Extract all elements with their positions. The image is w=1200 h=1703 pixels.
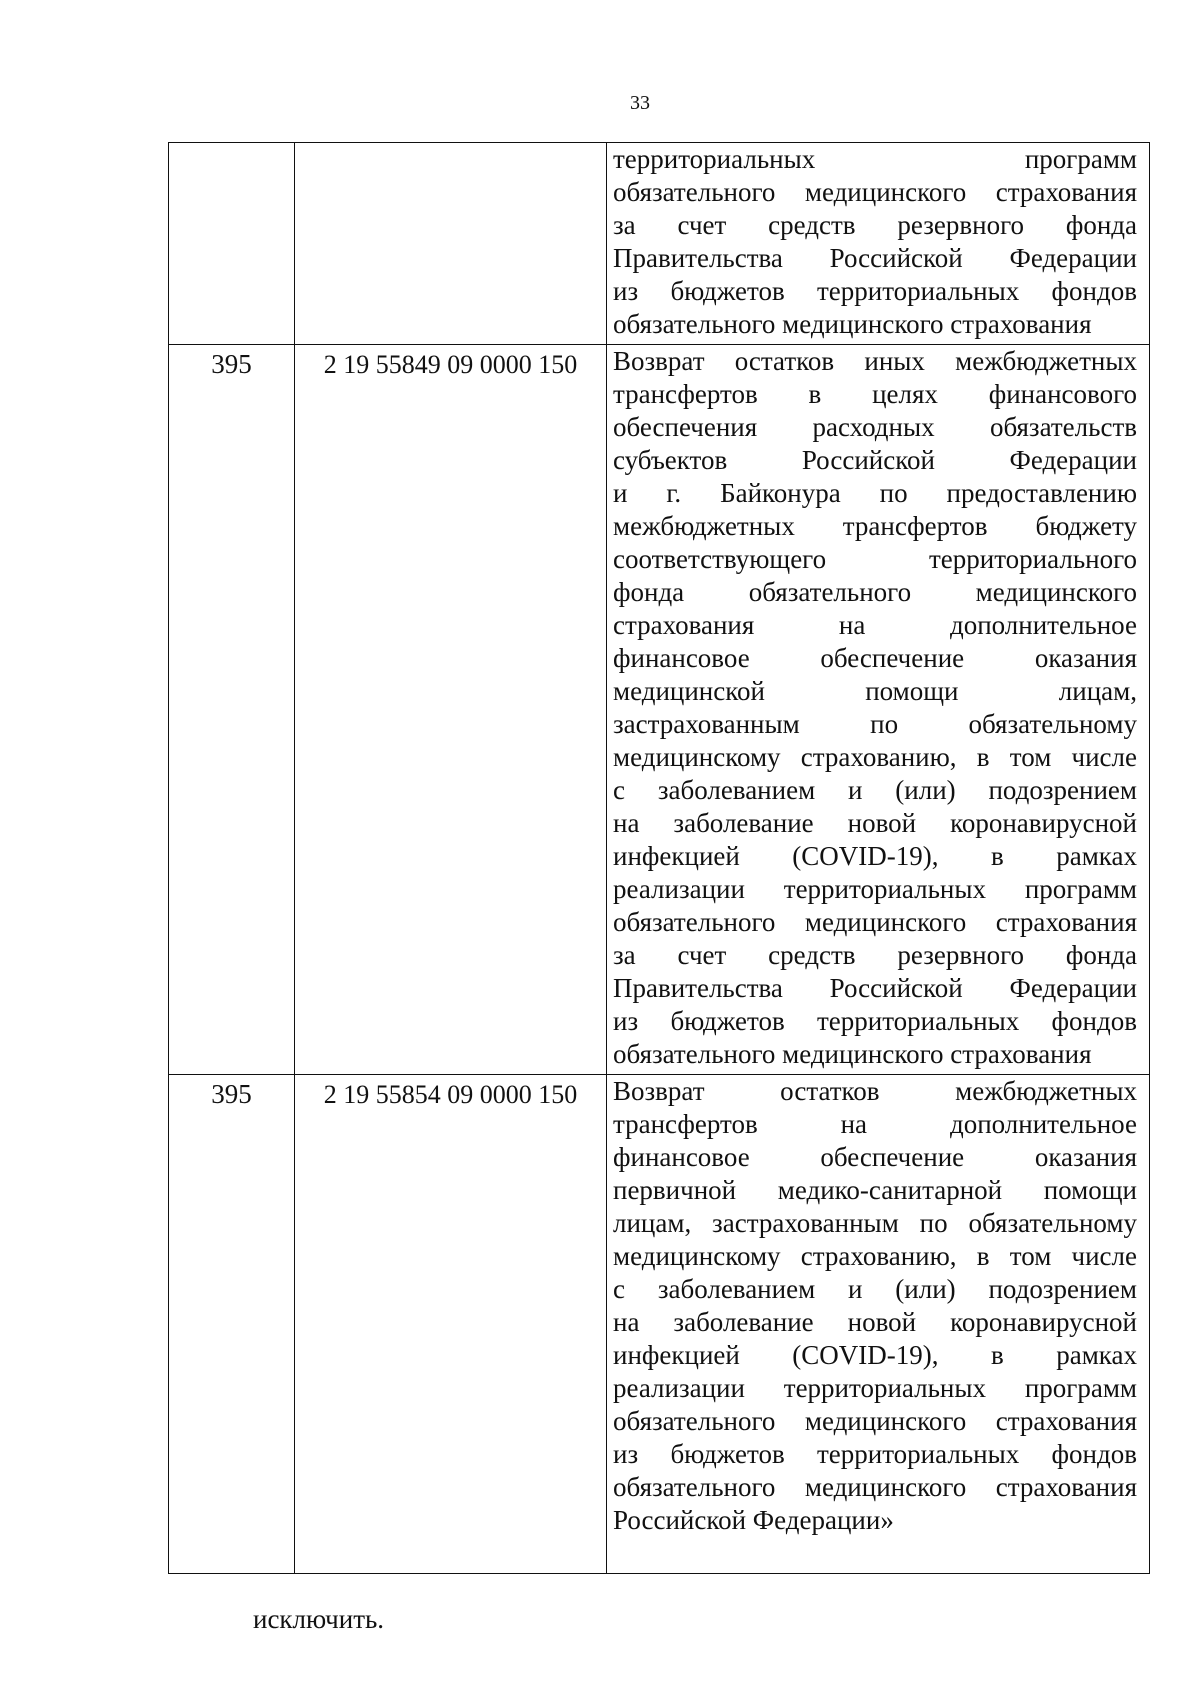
admin-code-cell [169, 143, 295, 345]
description-line: межбюджетных трансфертов бюджету [613, 511, 1137, 541]
admin-code-cell: 395 [169, 1075, 295, 1574]
description-line: трансфертов в целях финансового [613, 379, 1137, 409]
description-cell [607, 1075, 1150, 1574]
description-line: медицинскому страхованию, в том числе [613, 1241, 1137, 1271]
admin-code-cell: 395 [169, 345, 295, 1075]
description-line: Российской Федерации» [613, 1505, 894, 1535]
footer-instruction: исключить. [253, 1604, 385, 1634]
description-line: инфекцией (COVID-19), в рамках [613, 841, 1137, 871]
budget-code-cell [295, 143, 607, 345]
budget-codes-table [168, 142, 1150, 1574]
description-line: из бюджетов территориальных фондов [613, 1439, 1137, 1469]
description-line: фонда обязательного медицинского [613, 577, 1137, 607]
description-line: Возврат остатков межбюджетных [613, 1076, 1137, 1106]
description-line: финансовое обеспечение оказания [613, 643, 1137, 673]
description-line: обязательного медицинского страхования [613, 1406, 1137, 1436]
description-line: инфекцией (COVID-19), в рамках [613, 1340, 1137, 1370]
description-line: обязательного медицинского страхования [613, 309, 1092, 339]
budget-code-cell: 2 19 55854 09 0000 150 [295, 1075, 607, 1574]
description-line: реализации территориальных программ [613, 1373, 1137, 1403]
description-cell [607, 143, 1150, 345]
description-line: за счет средств резервного фонда [613, 940, 1137, 970]
description-line: Правительства Российской Федерации [613, 243, 1137, 273]
table-row [169, 345, 1150, 1075]
description-line: страхования на дополнительное [613, 610, 1137, 640]
description-line: обязательного медицинского страхования [613, 907, 1137, 937]
description-line: с заболеванием и (или) подозрением [613, 1274, 1137, 1304]
description-line: обеспечения расходных обязательств [613, 412, 1137, 442]
description-line: обязательного медицинского страхования [613, 177, 1137, 207]
description-line: реализации территориальных программ [613, 874, 1137, 904]
description-line: соответствующего территориального [613, 544, 1137, 574]
description-line: на заболевание новой коронавирусной [613, 1307, 1137, 1337]
description-line: территориальных программ [613, 144, 1137, 174]
description-line: Правительства Российской Федерации [613, 973, 1137, 1003]
description-line: трансфертов на дополнительное [613, 1109, 1137, 1139]
description-line: обязательного медицинского страхования [613, 1039, 1092, 1069]
description-line: из бюджетов территориальных фондов [613, 276, 1137, 306]
description-line: на заболевание новой коронавирусной [613, 808, 1137, 838]
table-body [169, 143, 1150, 1574]
description-line: за счет средств резервного фонда [613, 210, 1137, 240]
budget-code-cell: 2 19 55849 09 0000 150 [295, 345, 607, 1075]
table-row [169, 143, 1150, 345]
description-line: застрахованным по обязательному [613, 709, 1137, 739]
description-line: субъектов Российской Федерации [613, 445, 1137, 475]
page-number: 33 [630, 92, 650, 114]
description-line: Возврат остатков иных межбюджетных [613, 346, 1137, 376]
description-line: лицам, застрахованным по обязательному [613, 1208, 1137, 1238]
description-cell [607, 345, 1150, 1075]
description-line: из бюджетов территориальных фондов [613, 1006, 1137, 1036]
description-line: и г. Байконура по предоставлению [613, 478, 1137, 508]
description-line: первичной медико-санитарной помощи [613, 1175, 1137, 1205]
description-line: медицинской помощи лицам, [613, 676, 1137, 706]
description-line: медицинскому страхованию, в том числе [613, 742, 1137, 772]
description-line: с заболеванием и (или) подозрением [613, 775, 1137, 805]
description-line: финансовое обеспечение оказания [613, 1142, 1137, 1172]
table-row [169, 1075, 1150, 1574]
description-line: обязательного медицинского страхования [613, 1472, 1137, 1502]
